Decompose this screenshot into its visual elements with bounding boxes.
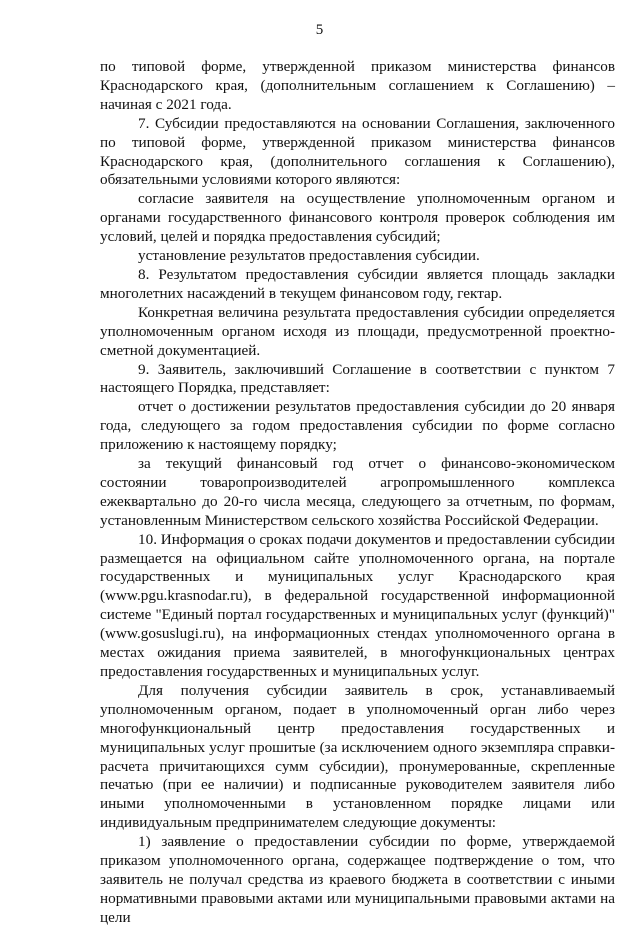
paragraph: по типовой форме, утвержденной приказом министерства финансов Краснодарского края, (дополнительным соглашением к Соглашению) – начиная с 2021 года.	[100, 58, 615, 113]
paragraph: 9. Заявитель, заключивший Соглашение в соответствии с пунктом 7 настоящего Порядка, представляет:	[100, 360, 615, 397]
paragraph: 8. Результатом предоставления субсидии является площадь закладки многолетних насаждений в текущем финансовом году, гектар.	[100, 265, 615, 302]
page-number: 5	[315, 22, 324, 38]
paragraph: согласие заявителя на осуществление уполномоченным органом и органами государственного финансового контроля проверок соблюдения им условий, целей и порядка предоставления субсидий;	[100, 190, 615, 246]
paragraph: 7. Субсидии предоставляются на основании Соглашения, заключенного по типовой форме, утвержденной приказом министерства финансов Краснодарского края, (дополнительного соглашения к Соглашению), обязательными условиями которого являются:	[100, 114, 615, 189]
paragraph: за текущий финансовый год отчет о финансово-экономическом состоянии товаропроизводителей агропромышленного комплекса ежеквартально до 20-го числа месяца, следующего за отчетным, по формам, установленным Министерством сельского хозяйства Российской Федерации.	[100, 455, 615, 529]
paragraph: Для получения субсидии заявитель в срок, устанавливаемый уполномоченным органом, подает в уполномоченный орган либо через многофункциональный центр предоставления государственных и муниципальных услуг прошитые (за исключением одного экземпляра справки-расчета причитающихся сумм субсидии), пронумерованные, скрепленные печатью (при ее наличии) и подписанные руководителем заявителя либо иными уполномоченными в установленном порядке лицами или индивидуальным предпринимателем следующие документы:	[100, 681, 615, 832]
paragraph: Конкретная величина результата предоставления субсидии определяется уполномоченным органом исходя из площади, предусмотренной проектно-сметной документацией.	[100, 303, 615, 359]
paragraph: 1) заявление о предоставлении субсидии по форме, утверждаемой приказом уполномоченного органа, содержащее подтверждение о том, что заявитель не получал средства из краевого бюджета в соответствии с иными нормативными правовыми актами или муниципальными правовыми актами на цели	[100, 833, 615, 926]
document-body	[100, 58, 615, 928]
paragraph: установление результатов предоставления субсидии.	[138, 247, 480, 265]
paragraph: 10. Информация о сроках подачи документов и предоставлении субсидии размещается на официальном сайте уполномоченного органа, на портале государственных и муниципальных услуг Краснодарского края (www.pgu.krasnodar.ru), в федеральной государственной информационной системе "Единый портал государственных и муниципальных услуг (функций)" (www.gosuslugi.ru), на информационных стендах уполномоченного органа в местах ожидания приема заявителей, в многофункциональных центрах предоставления государственных и муниципальных услуг.	[100, 530, 615, 680]
paragraph: отчет о достижении результатов предоставления субсидии до 20 января года, следующего за годом предоставления субсидии по форме согласно приложению к настоящему порядку;	[100, 398, 615, 454]
